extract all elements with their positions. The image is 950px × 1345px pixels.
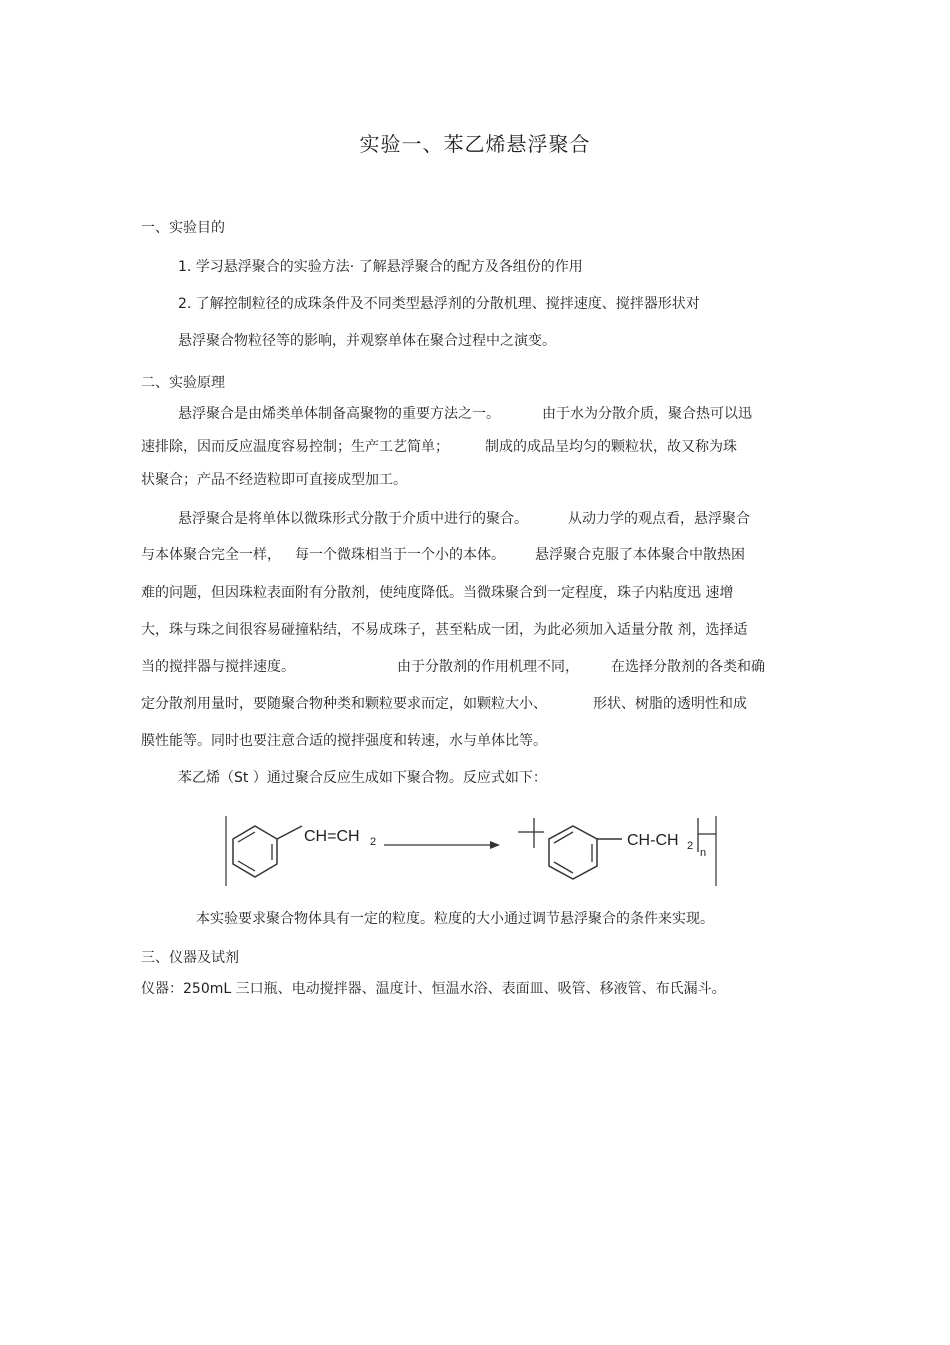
repeat-unit-n: n <box>700 847 707 859</box>
text-span: 定分散剂用量时，要随聚合物种类和颗粒要求而定，如颗粒大小、 <box>141 696 547 712</box>
section-heading-objectives: 一、实验目的 <box>141 220 225 236</box>
double-bond <box>554 832 573 843</box>
bond-line <box>277 826 302 839</box>
text-span: 每一个微珠相当于一个小的本体。 <box>295 547 505 563</box>
paragraph-2-line-3: 难的问题，但因珠粒表面附有分散剂，使纯度降低。当微珠聚合到一定程度，珠子内粘度迅 速增 <box>141 585 734 601</box>
paragraph-2-line-5 <box>141 657 765 677</box>
text-span: 形状、树脂的透明性和成 <box>593 696 747 712</box>
section-heading-instruments: 三、仪器及试剂 <box>141 950 239 966</box>
instruments-list: 仪器：250mL 三口瓶、电动搅拌器、温度计、恒温水浴、表面皿、吸管、移液管、布氏漏斗。 <box>141 981 726 997</box>
paragraph-2-line-6 <box>141 694 747 714</box>
text-span: 悬浮聚合克服了本体聚合中散热困 <box>535 547 745 563</box>
section-heading-principle: 二、实验原理 <box>141 375 225 391</box>
paragraph-2-line-2 <box>141 545 745 565</box>
paragraph-1-line-2 <box>141 437 737 457</box>
paragraph-3: 苯乙烯（St ）通过聚合反应生成如下聚合物。反应式如下： <box>178 770 547 786</box>
text-span: 在选择分散剂的各类和确 <box>611 659 765 675</box>
text-span: 制成的成品呈均匀的颗粒状，故又称为珠 <box>485 439 737 455</box>
paragraph-2-line-7: 膜性能等。同时也要注意合适的搅拌强度和转速，水与单体比等。 <box>141 733 547 749</box>
product-formula: CH-CH <box>627 832 679 849</box>
paragraph-2-line-1 <box>178 509 750 529</box>
objective-item-2-continued: 悬浮聚合物粒径等的影响，并观察单体在聚合过程中之演变。 <box>178 333 556 349</box>
double-bond <box>554 862 573 873</box>
reactant-subscript: 2 <box>370 836 377 848</box>
objective-item-1: 1. 学习悬浮聚合的实验方法· 了解悬浮聚合的配方及各组份的作用 <box>178 259 583 275</box>
text-span: 当的搅拌器与搅拌速度。 <box>141 659 295 675</box>
text-span: 悬浮聚合是由烯类单体制备高聚物的重要方法之一。 <box>178 406 500 422</box>
text-span: 从动力学的观点看，悬浮聚合 <box>568 511 750 527</box>
paragraph-2-line-4: 大，珠与珠之间很容易碰撞粘结，不易成珠子，甚至粘成一团，为此必须加入适量分散 剂，选择适 <box>141 622 748 638</box>
page-title: 实验一、苯乙烯悬浮聚合 <box>359 132 591 156</box>
text-span: 由于水为分散介质，聚合热可以迅 <box>542 406 752 422</box>
paragraph-1-line-3: 状聚合；产品不经造粒即可直接成型加工。 <box>141 472 407 488</box>
text-span: 由于分散剂的作用机理不同， <box>397 659 579 675</box>
benzene-ring <box>549 826 597 879</box>
product-subscript: 2 <box>687 840 694 852</box>
text-span: 悬浮聚合是将单体以微珠形式分散于介质中进行的聚合。 <box>178 511 528 527</box>
reaction-equation <box>222 812 722 890</box>
arrow-head-icon <box>490 841 500 849</box>
paragraph-1-line-1 <box>178 404 752 424</box>
reaction-caption: 本实验要求聚合物体具有一定的粒度。粒度的大小通过调节悬浮聚合的条件来实现。 <box>196 911 714 927</box>
benzene-ring <box>233 826 277 877</box>
objective-item-2: 2. 了解控制粒径的成珠条件及不同类型悬浮剂的分散机理、搅拌速度、搅拌器形状对 <box>178 296 700 312</box>
benzene-inner <box>238 832 272 871</box>
text-span: 速排除，因而反应温度容易控制；生产工艺简单； <box>141 439 449 455</box>
reactant-formula: CH=CH <box>304 828 360 845</box>
reaction-diagram <box>222 812 722 890</box>
text-span: 与本体聚合完全一样， <box>141 547 281 563</box>
double-bond <box>238 861 255 871</box>
double-bond <box>238 832 255 842</box>
